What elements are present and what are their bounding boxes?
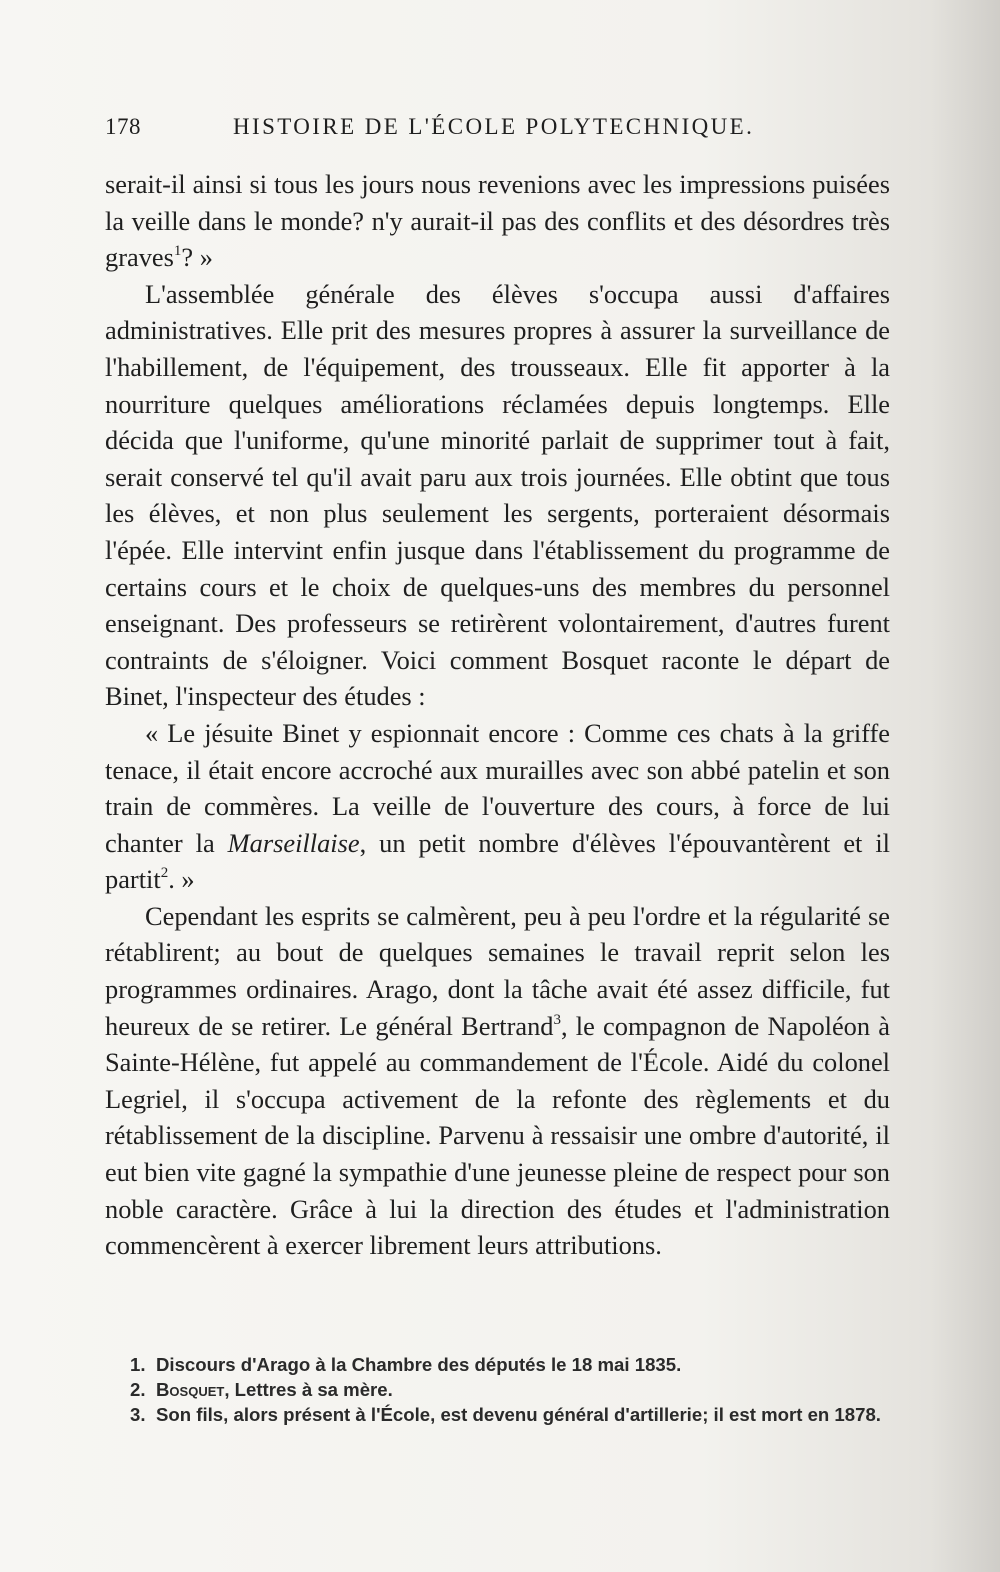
paragraph-1-end: ? » (181, 242, 213, 273)
paragraph-3-before: « Le jésuite Binet y espionnait encore : Comme ces chats à la griffe tenace, il était encore accroché aux murailles avec son abbé patelin et son train de commères. La veille de l'ouverture des cours, à force de lui chanter la (105, 717, 890, 858)
footnote-number: 3. (130, 1404, 146, 1425)
footnote-ref-2: 2 (160, 865, 169, 882)
footnote-text: Discours d'Arago à la Chambre des députés le 18 mai 1835. (156, 1354, 682, 1375)
paragraph-3-quotation (105, 715, 890, 898)
paragraph-3-end: . » (168, 864, 195, 895)
marseillaise-title: Marseillaise (227, 827, 360, 858)
main-text (105, 166, 890, 1264)
page-number: 178 (105, 114, 141, 139)
paragraph-1-text: serait-il ainsi si tous les jours nous revenions avec les impressions puisées la veille dans le monde? n'y aurait-il pas des conflits et des désordres très graves (105, 169, 890, 273)
paragraph-2 (105, 276, 890, 715)
paragraph-1 (105, 166, 890, 276)
running-title: HISTOIRE DE L'ÉCOLE POLYTECHNIQUE. (233, 114, 755, 139)
paragraph-3-after: , un petit nombre d'élèves l'épouvantèrent et il partit (105, 827, 891, 895)
footnote-3 (130, 1402, 900, 1427)
paragraph-2-text: L'assemblée générale des élèves s'occupa aussi d'affaires administratives. Elle prit des mesures propres à assurer la surveillance de l'habillement, de l'équipement, des trousseaux. Elle fit apporter à la nourriture quelques améliorations réclamées depuis longtemps. Elle décida que l'uniforme, qu'une minorité parlait de supprimer tout à fait, serait conservé tel qu'il avait paru aux trois journées. Elle obtint que tous les élèves, et non plus seulement les sergents, porteraient désormais l'épée. Elle intervint enfin jusque dans l'établissement du programme de certains cours et le choix de quelques-uns des membres du personnel enseignant. Des professeurs se retirèrent volontairement, d'autres furent contraints de s'éloigner. Voici comment Bosquet raconte le départ de Binet, l'inspecteur des études : (105, 278, 890, 712)
footnote-author: Bosquet (156, 1379, 225, 1400)
footnote-1 (130, 1352, 900, 1377)
footnote-ref-3: 3 (553, 1011, 561, 1028)
footnote-text: , Lettres à sa mère. (224, 1379, 393, 1400)
footnote-2 (130, 1377, 900, 1402)
footnote-ref-1: 1 (173, 242, 182, 259)
footnote-text: Son fils, alors présent à l'École, est devenu général d'artillerie; il est mort en 1878. (156, 1404, 881, 1425)
footnote-number: 2. (130, 1379, 146, 1400)
paragraph-4 (105, 898, 890, 1264)
paragraph-4-after: , le compagnon de Napoléon à Sainte-Hélène, fut appelé au commandement de l'École. Aidé du colonel Legriel, il s'occupa activement de la refonte des règlements et du rétablissement de la discipline. Parvenu à ressaisir une ombre d'autorité, il eut bien vite gagné la sympathie d'une jeunesse pleine de respect pour son noble caractère. Grâce à lui la direction des études et l'administration commencèrent à exercer librement leurs attributions. (105, 1010, 890, 1261)
paragraph-4-before: Cependant les esprits se calmèrent, peu à peu l'ordre et la régularité se rétablirent; au bout de quelques semaines le travail reprit selon les programmes ordinaires. Arago, dont la tâche avait été assez difficile, fut heureux de se retirer. Le général Bertrand (105, 900, 890, 1041)
footnote-number: 1. (130, 1354, 146, 1375)
page-header (105, 114, 890, 146)
footnotes (130, 1352, 900, 1427)
